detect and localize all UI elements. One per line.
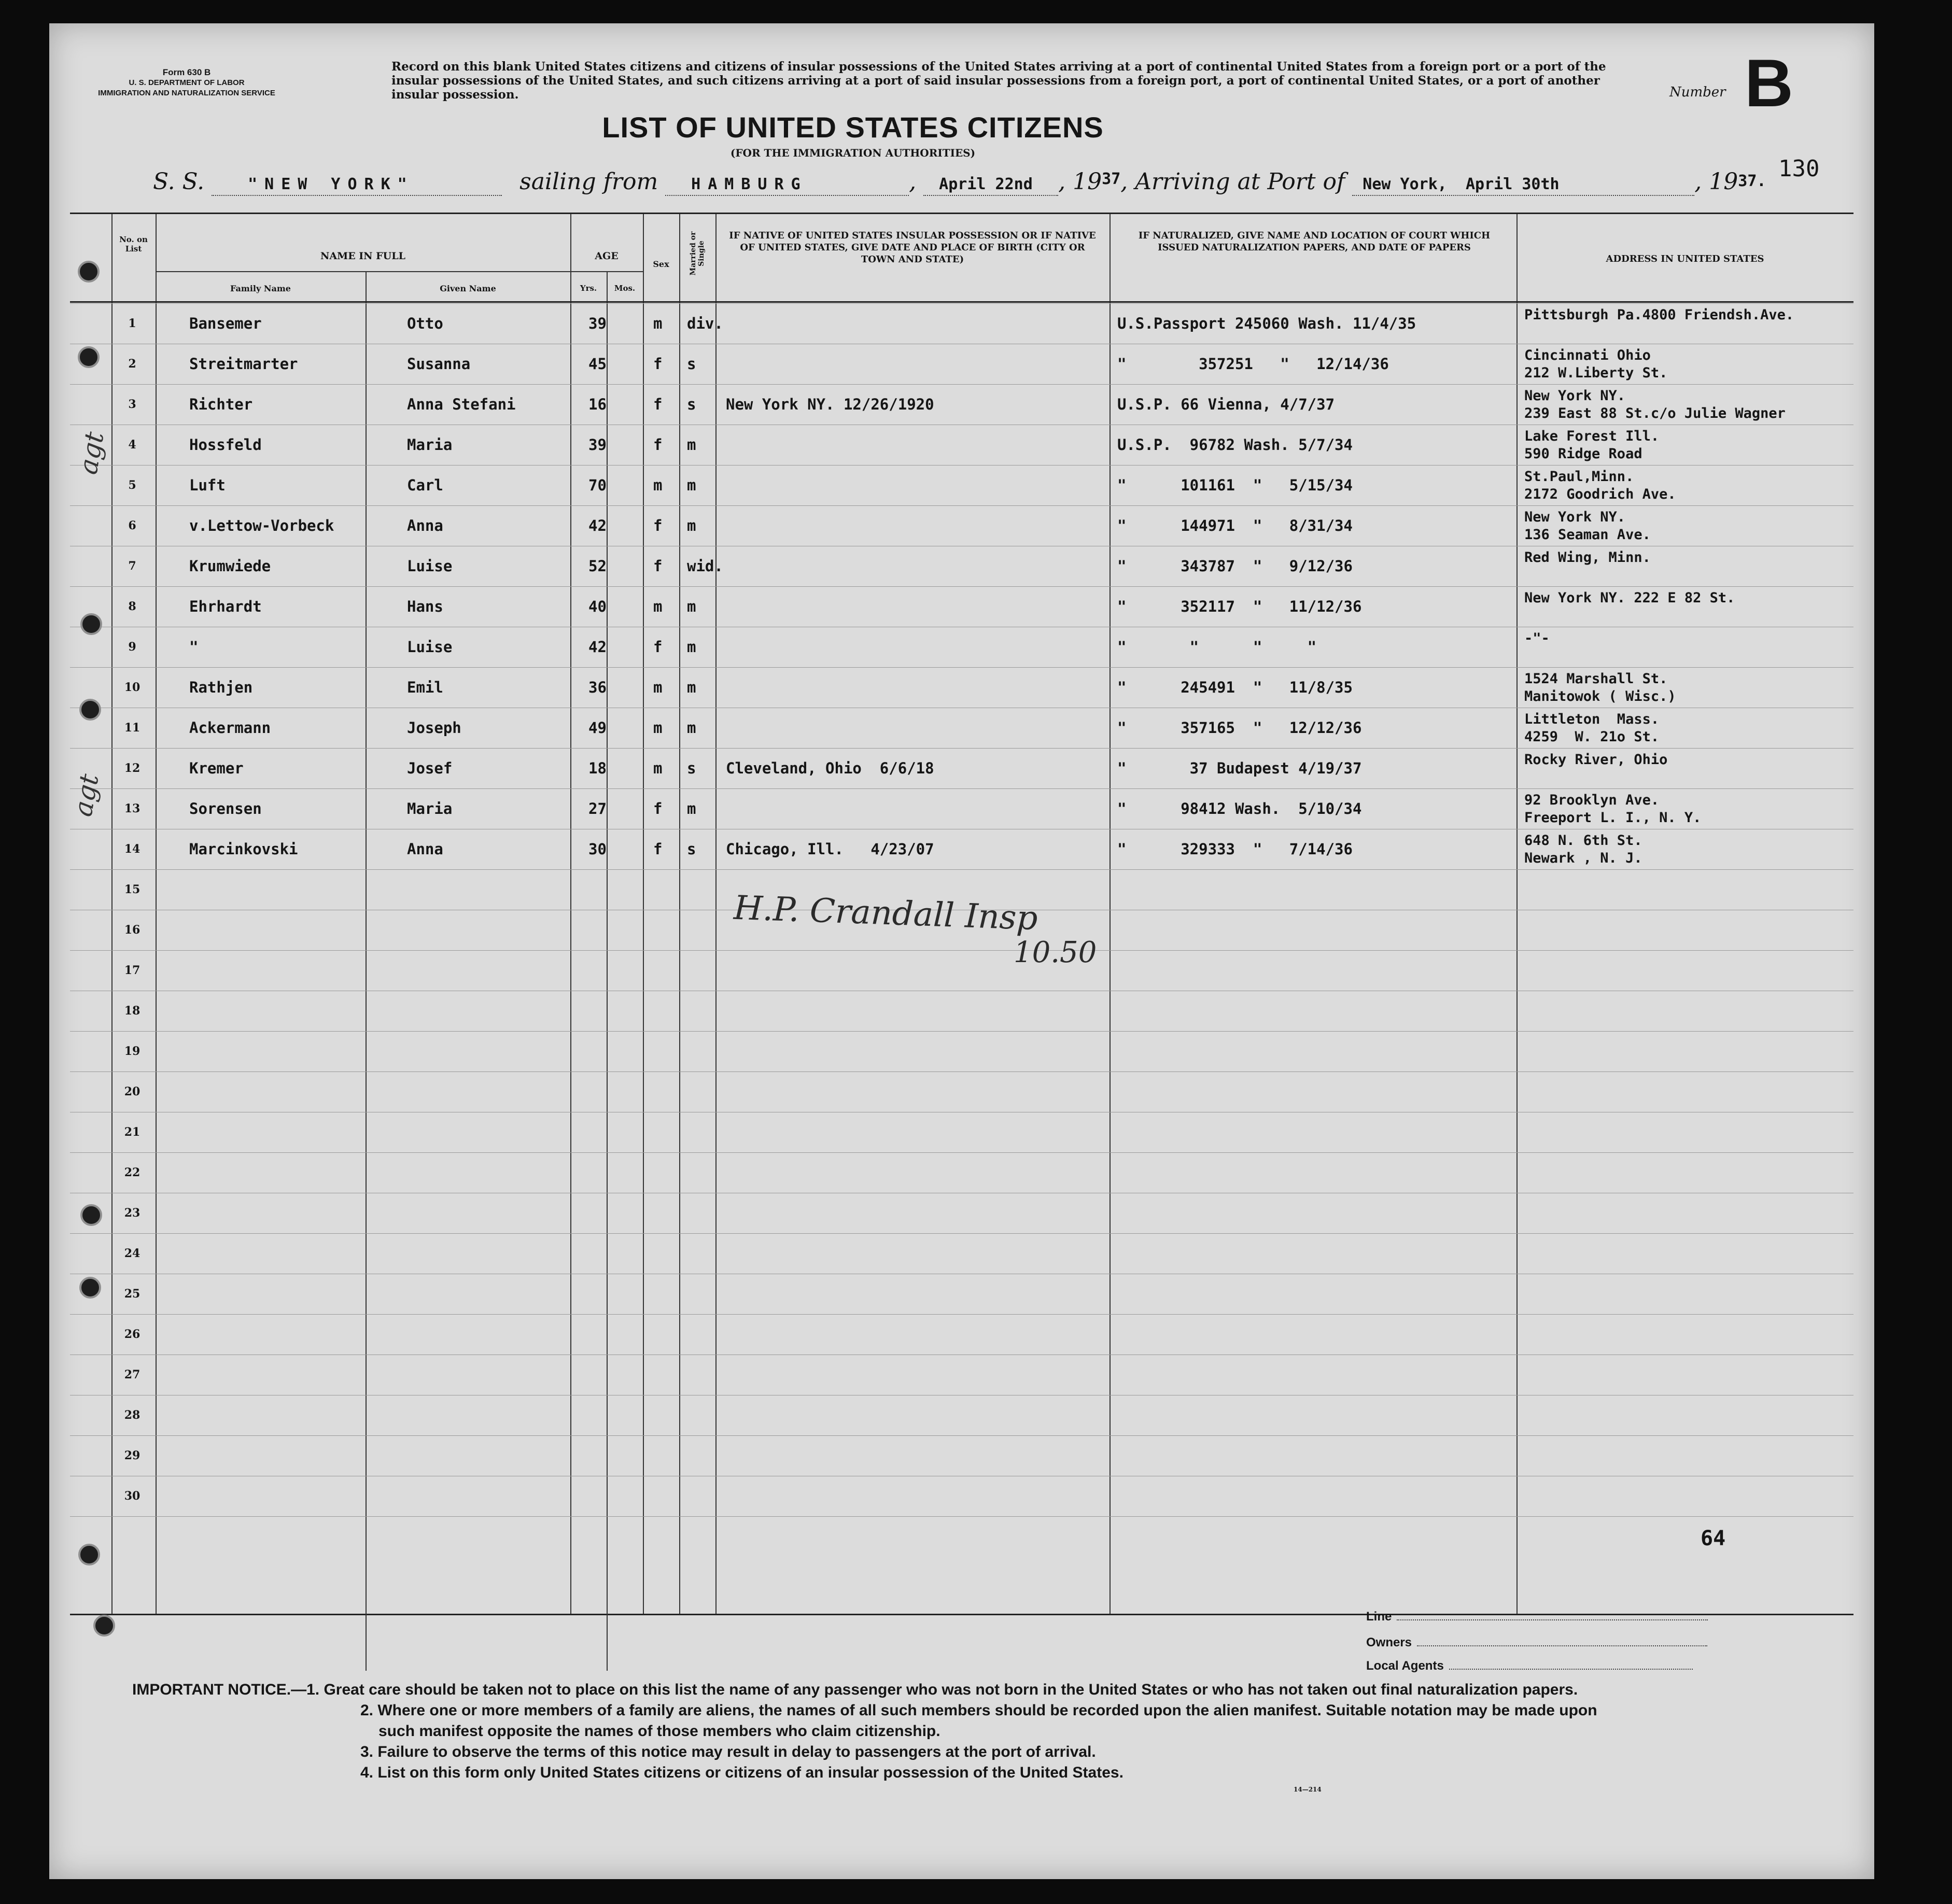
- cell-nat: " 343787 " 9/12/36: [1117, 557, 1353, 575]
- owners-label: Owners: [1366, 1635, 1412, 1649]
- page-number-mark: 130: [1778, 156, 1820, 182]
- cell-nat: " 357251 " 12/14/36: [1117, 355, 1389, 373]
- row-number: 22: [124, 1166, 141, 1179]
- header-married-single: Married or Single: [689, 231, 706, 276]
- cell-address: [1524, 667, 1676, 711]
- cell-given: Anna: [407, 517, 443, 534]
- arrival-year: 37.: [1738, 172, 1766, 190]
- row-rule: [70, 1071, 1853, 1072]
- cell-nat: " 101161 " 5/15/34: [1117, 476, 1353, 494]
- cell-address: [1524, 627, 1550, 670]
- cell-family: Luft: [189, 476, 226, 494]
- form-identification: [88, 67, 285, 98]
- header-birth-place: IF NATIVE OF UNITED STATES INSULAR POSSESSION OR IF NATIVE OF UNITED STATES, GIVE DATE AND PLACE OF BIRTH (CITY OR TOWN AND STATE): [729, 230, 1096, 265]
- row-number: 15: [124, 883, 141, 896]
- cell-family: ": [189, 638, 199, 656]
- row-rule: [70, 1031, 1853, 1032]
- form-number: Form 630 B: [162, 67, 211, 77]
- row-number: 1: [128, 317, 136, 330]
- page-subtitle: (FOR THE IMMIGRATION AUTHORITIES): [730, 147, 976, 159]
- cell-given: Luise: [407, 638, 453, 656]
- cell-given: Susanna: [407, 355, 471, 373]
- cell-given: Otto: [407, 315, 443, 332]
- header-age-months: Mos.: [614, 284, 636, 293]
- address-line-1: St.Paul,Minn.: [1524, 469, 1634, 485]
- margin-note-row-3: agt: [73, 429, 110, 477]
- row-number: 20: [124, 1085, 141, 1098]
- cell-address: [1524, 303, 1794, 347]
- cell-sex: m: [653, 598, 663, 615]
- cell-ms: s: [687, 396, 696, 413]
- cell-ms: m: [687, 436, 696, 454]
- ship-name: "NEW YORK": [248, 175, 414, 193]
- punch-hole: [80, 1204, 102, 1226]
- punch-hole: [80, 613, 102, 635]
- cell-nat: " 37 Budapest 4/19/37: [1117, 759, 1362, 777]
- cell-family: Rathjen: [189, 679, 253, 696]
- departure-year: 37: [1102, 170, 1121, 188]
- cell-ms: m: [687, 719, 696, 737]
- cell-ms: m: [687, 476, 696, 494]
- row-number: 4: [128, 438, 136, 452]
- cell-yrs: 39: [588, 315, 607, 332]
- address-line-1: 648 N. 6th St.: [1524, 833, 1642, 849]
- cell-ms: s: [687, 759, 696, 777]
- cell-sex: m: [653, 679, 663, 696]
- cell-family: v.Lettow-Vorbeck: [189, 517, 334, 534]
- notice-4: 4. List on this form only United States citizens or citizens of an insular possession of the United States.: [360, 1764, 1124, 1781]
- departure-port: HAMBURG: [691, 175, 808, 193]
- cell-nat: U.S.P. 96782 Wash. 5/7/34: [1117, 436, 1353, 454]
- cell-nat: " " " ": [1117, 638, 1317, 656]
- cell-given: Anna: [407, 840, 443, 858]
- row-number: 27: [124, 1368, 141, 1381]
- header-family-name: Family Name: [230, 284, 291, 293]
- notice-2-cont: such manifest opposite the names of those members who claim citizenship.: [378, 1723, 940, 1740]
- arrival-year-prefix: 19: [1709, 168, 1738, 195]
- notice-title: IMPORTANT NOTICE.—: [132, 1681, 307, 1698]
- punch-hole: [79, 1277, 101, 1299]
- row-number: 7: [128, 559, 136, 573]
- row-number: 10: [124, 681, 141, 694]
- departure-date: April 22nd: [939, 175, 1033, 193]
- punch-hole: [78, 346, 100, 368]
- row-number: 11: [124, 721, 141, 735]
- address-line-2: 4259 W. 21o St.: [1524, 729, 1660, 745]
- cell-ms: div.: [687, 315, 723, 332]
- address-line-1: Pittsburgh Pa.4800 Friendsh.Ave.: [1524, 307, 1794, 323]
- cell-nat: " 329333 " 7/14/36: [1117, 840, 1353, 858]
- address-line-1: Red Wing, Minn.: [1524, 549, 1651, 566]
- cell-sex: f: [653, 638, 663, 656]
- cell-yrs: 40: [588, 598, 607, 615]
- cell-address: [1524, 505, 1651, 549]
- notice-1: 1. Great care should be taken not to place on this list the name of any passenger who was not born in the United States or who has not taken out final naturalization papers.: [306, 1681, 1578, 1698]
- row-number: 24: [124, 1247, 141, 1260]
- cell-address: [1524, 708, 1659, 751]
- page-title: LIST OF UNITED STATES CITIZENS: [602, 111, 1104, 144]
- cell-nat: " 352117 " 11/12/36: [1117, 598, 1362, 615]
- cell-family: Kremer: [189, 759, 244, 777]
- row-number: 19: [124, 1045, 141, 1058]
- cell-address: [1524, 425, 1659, 468]
- cell-nat: " 357165 " 12/12/36: [1117, 719, 1362, 737]
- address-line-2: 212 W.Liberty St.: [1524, 365, 1668, 381]
- cell-yrs: 52: [588, 557, 607, 575]
- row-number: 28: [124, 1408, 141, 1422]
- notice-3: 3. Failure to observe the terms of this notice may result in delay to passengers at the port of arrival.: [360, 1743, 1096, 1760]
- header-age-years: Yrs.: [580, 284, 597, 293]
- cell-sex: f: [653, 396, 663, 413]
- cell-given: Maria: [407, 436, 453, 454]
- cell-yrs: 49: [588, 719, 607, 737]
- cell-address: [1524, 748, 1667, 792]
- row-number: 25: [124, 1287, 141, 1301]
- cell-yrs: 70: [588, 476, 607, 494]
- cell-ms: s: [687, 840, 696, 858]
- list-letter: B: [1745, 45, 1793, 121]
- row-number: 23: [124, 1206, 141, 1220]
- inspector-signature: H.P. Crandall Insp: [733, 888, 1038, 938]
- cell-given: Luise: [407, 557, 453, 575]
- fee-notation: 10.50: [1014, 936, 1097, 969]
- row-number: 9: [128, 640, 136, 654]
- cell-sex: m: [653, 759, 663, 777]
- cell-ms: m: [687, 517, 696, 534]
- service-name: IMMIGRATION AND NATURALIZATION SERVICE: [98, 89, 275, 97]
- address-line-1: New York NY.: [1524, 509, 1626, 525]
- cell-nat: " 245491 " 11/8/35: [1117, 679, 1353, 696]
- row-rule: [70, 1152, 1853, 1153]
- row-number: 26: [124, 1328, 141, 1341]
- address-line-1: Rocky River, Ohio: [1524, 752, 1668, 768]
- row-rule: [70, 1435, 1853, 1436]
- punch-hole: [78, 261, 100, 283]
- number-label: Number: [1669, 84, 1726, 100]
- cell-nat: U.S.Passport 245060 Wash. 11/4/35: [1117, 315, 1416, 332]
- row-number: 29: [124, 1449, 141, 1462]
- row-number: 5: [128, 478, 136, 492]
- cell-yrs: 27: [588, 800, 607, 817]
- cell-sex: m: [653, 315, 663, 332]
- row-number: 6: [128, 519, 136, 532]
- row-number: 8: [128, 600, 136, 613]
- address-line-2: 239 East 88 St.c/o Julie Wagner: [1524, 405, 1786, 421]
- punch-hole: [93, 1615, 115, 1637]
- address-line-1: Cincinnati Ohio: [1524, 347, 1651, 363]
- local-agents-field: [1366, 1659, 1693, 1673]
- notice-2: 2. Where one or more members of a family are aliens, the names of all such members should be recorded upon the alien manifest. Suitable notation may be made upon: [360, 1702, 1597, 1719]
- ss-label: S. S.: [153, 168, 205, 195]
- arrival-port-date: New York, April 30th: [1363, 175, 1560, 193]
- cell-yrs: 36: [588, 679, 607, 696]
- local-agents-label: Local Agents: [1366, 1659, 1444, 1673]
- cell-family: Marcinkovski: [189, 840, 298, 858]
- stamp-number: 64: [1701, 1527, 1726, 1550]
- cell-given: Carl: [407, 476, 443, 494]
- header-name-in-full: NAME IN FULL: [320, 250, 405, 262]
- cell-yrs: 16: [588, 396, 607, 413]
- cell-address: [1524, 384, 1786, 428]
- cell-family: Ehrhardt: [189, 598, 262, 615]
- cell-birth: Cleveland, Ohio 6/6/18: [726, 759, 934, 777]
- cell-address: [1524, 788, 1701, 832]
- departure-year-prefix: 19: [1073, 168, 1102, 195]
- header-age: AGE: [595, 250, 619, 262]
- cell-ms: m: [687, 800, 696, 817]
- cell-yrs: 42: [588, 638, 607, 656]
- address-line-1: Lake Forest Ill.: [1524, 428, 1660, 444]
- row-number: 21: [124, 1125, 141, 1139]
- address-line-1: 1524 Marshall St.: [1524, 671, 1668, 687]
- row-number: 12: [124, 761, 141, 775]
- cell-ms: m: [687, 679, 696, 696]
- cell-ms: m: [687, 598, 696, 615]
- row-number: 14: [124, 842, 141, 856]
- header-address: ADDRESS IN UNITED STATES: [1606, 253, 1764, 264]
- address-line-2: 590 Ridge Road: [1524, 446, 1642, 462]
- line-label: Line: [1366, 1610, 1392, 1624]
- address-line-2: 2172 Goodrich Ave.: [1524, 486, 1676, 502]
- cell-given: Hans: [407, 598, 443, 615]
- cell-family: Hossfeld: [189, 436, 262, 454]
- row-number: 3: [128, 398, 136, 411]
- address-line-1: Littleton Mass.: [1524, 711, 1660, 727]
- cell-nat: U.S.P. 66 Vienna, 4/7/37: [1117, 396, 1335, 413]
- address-line-2: Newark , N. J.: [1524, 850, 1642, 866]
- owners-field: [1366, 1635, 1707, 1650]
- cell-family: Ackermann: [189, 719, 271, 737]
- address-line-1: New York NY.: [1524, 388, 1626, 404]
- cell-sex: f: [653, 355, 663, 373]
- punch-hole: [79, 699, 101, 721]
- cell-yrs: 18: [588, 759, 607, 777]
- cell-family: Bansemer: [189, 315, 262, 332]
- punch-hole: [78, 1544, 100, 1565]
- cell-family: Streitmarter: [189, 355, 298, 373]
- row-number: 30: [124, 1489, 141, 1503]
- row-number: 16: [124, 923, 141, 937]
- cell-ms: s: [687, 355, 696, 373]
- row-number: 17: [124, 964, 141, 977]
- cell-family: Krumwiede: [189, 557, 271, 575]
- header-naturalization: IF NATURALIZED, GIVE NAME AND LOCATION OF COURT WHICH ISSUED NATURALIZATION PAPERS, AND DATE OF PAPERS: [1138, 230, 1491, 253]
- cell-address: [1524, 586, 1735, 630]
- row-rule: [70, 1314, 1853, 1315]
- cell-yrs: 45: [588, 355, 607, 373]
- cell-given: Anna Stefani: [407, 396, 516, 413]
- arriving-label: Arriving at Port of: [1135, 168, 1345, 195]
- cell-address: [1524, 344, 1667, 387]
- important-notice: [132, 1680, 1843, 1783]
- cell-sex: m: [653, 476, 663, 494]
- address-line-1: 92 Brooklyn Ave.: [1524, 792, 1660, 808]
- cell-nat: " 144971 " 8/31/34: [1117, 517, 1353, 534]
- cell-address: [1524, 546, 1651, 589]
- address-line-1: -"-: [1524, 630, 1550, 646]
- cell-ms: m: [687, 638, 696, 656]
- cell-given: Joseph: [407, 719, 461, 737]
- header-given-name: Given Name: [440, 284, 496, 293]
- cell-given: Josef: [407, 759, 453, 777]
- department-name: U. S. DEPARTMENT OF LABOR: [129, 78, 245, 87]
- cell-birth: New York NY. 12/26/1920: [726, 396, 934, 413]
- address-line-1: New York NY. 222 E 82 St.: [1524, 590, 1735, 606]
- row-number: 18: [124, 1004, 141, 1018]
- cell-yrs: 39: [588, 436, 607, 454]
- cell-address: [1524, 465, 1676, 509]
- margin-note-row-12: agt: [67, 771, 105, 819]
- cell-birth: Chicago, Ill. 4/23/07: [726, 840, 934, 858]
- form-instructions: Record on this blank United States citizens and citizens of insular possessions of the United States arriving at a port of continental United States from a foreign port or a port of the insular possessions of the United States, and such citizens arriving at a port of said insular possessions from a foreign port, a port of continental United States, or a port of another insular possession.: [391, 60, 1606, 102]
- print-code: 14—214: [1294, 1786, 1322, 1793]
- voyage-line: S. S. "NEW YORK" sailing from HAMBURG , April 22nd , $19^{37}$, Arriving at Port of New York, April 30th , 1937.: [153, 168, 1766, 195]
- row-number: 2: [128, 357, 136, 371]
- cell-sex: f: [653, 436, 663, 454]
- cell-sex: f: [653, 557, 663, 575]
- sailing-label: sailing from: [519, 168, 658, 195]
- row-rule: [70, 1233, 1853, 1234]
- address-line-2: Freeport L. I., N. Y.: [1524, 810, 1702, 826]
- address-line-2: Manitowok ( Wisc.): [1524, 688, 1676, 704]
- manifest-page: [49, 23, 1874, 1879]
- header-list-number: No. on List: [119, 235, 148, 253]
- cell-address: [1524, 829, 1642, 872]
- cell-yrs: 30: [588, 840, 607, 858]
- row-rule: [70, 1516, 1853, 1517]
- cell-given: Maria: [407, 800, 453, 817]
- cell-yrs: 42: [588, 517, 607, 534]
- row-rule: [70, 950, 1853, 951]
- cell-family: Sorensen: [189, 800, 262, 817]
- cell-family: Richter: [189, 396, 253, 413]
- cell-sex: f: [653, 840, 663, 858]
- cell-sex: m: [653, 719, 663, 737]
- address-line-2: 136 Seaman Ave.: [1524, 527, 1651, 543]
- cell-nat: " 98412 Wash. 5/10/34: [1117, 800, 1362, 817]
- row-number: 13: [124, 802, 141, 815]
- header-sex: Sex: [653, 259, 669, 269]
- cell-sex: f: [653, 517, 663, 534]
- cell-sex: f: [653, 800, 663, 817]
- line-field: [1366, 1610, 1708, 1624]
- cell-ms: wid.: [687, 557, 723, 575]
- cell-given: Emil: [407, 679, 443, 696]
